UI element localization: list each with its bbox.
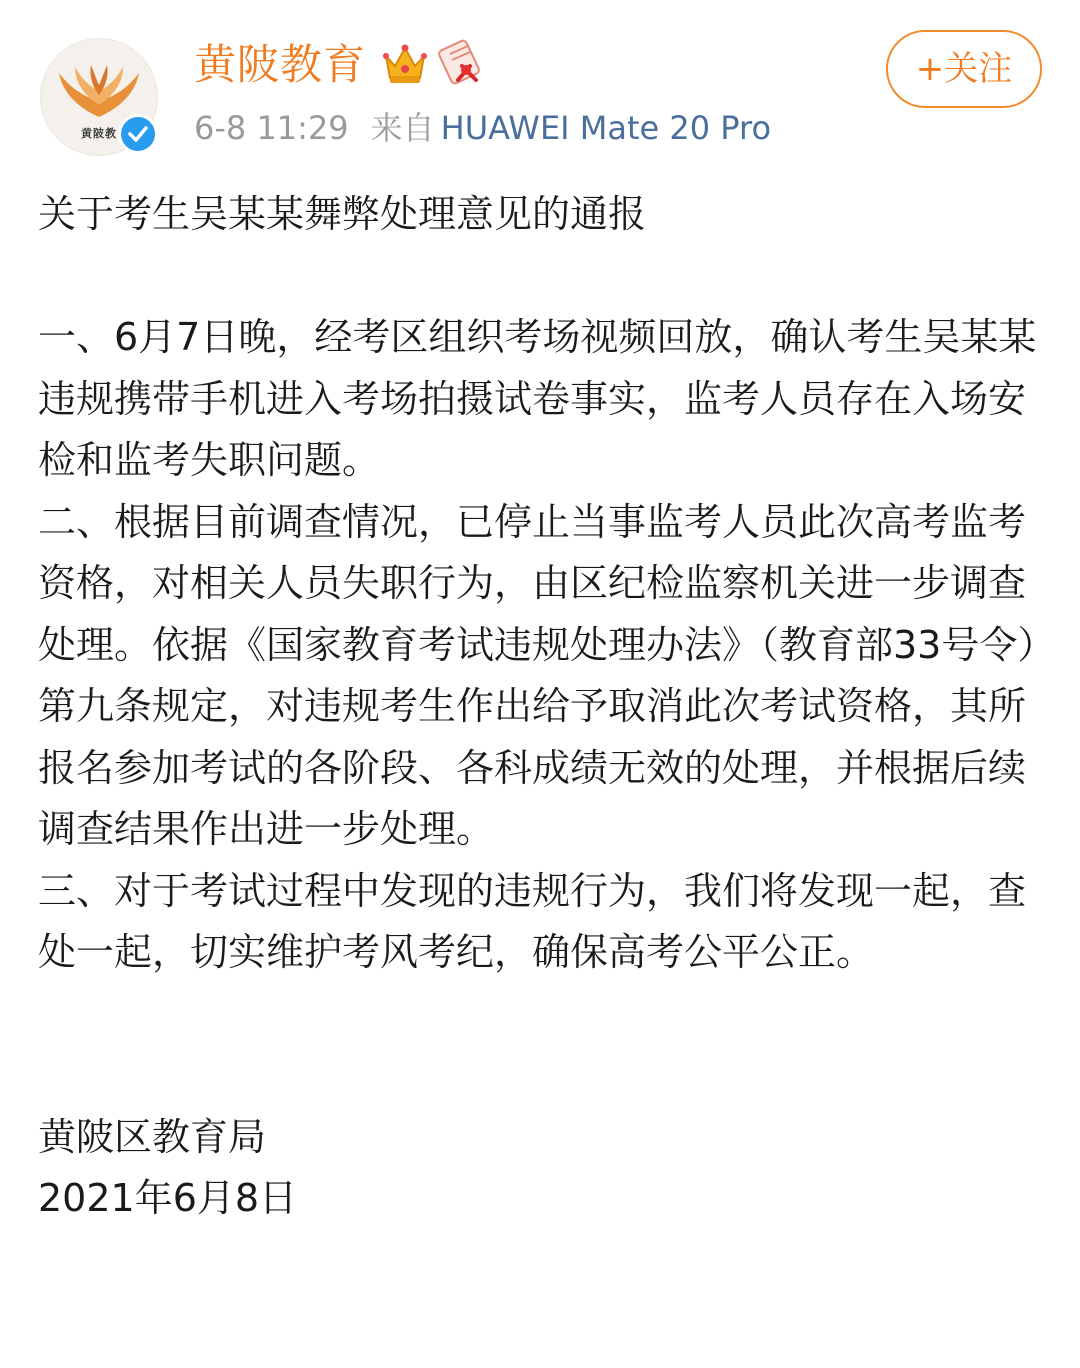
verified-icon bbox=[118, 114, 158, 154]
device-link[interactable]: HUAWEI Mate 20 Pro bbox=[440, 109, 772, 147]
post-timestamp: 6-8 11:29 bbox=[194, 109, 349, 147]
gift-icon[interactable] bbox=[436, 36, 486, 86]
post-title: 关于考生吴某某舞弊处理意见的通报 bbox=[38, 192, 647, 236]
post-meta bbox=[194, 106, 771, 150]
signature: 黄陂区教育局 bbox=[38, 1114, 267, 1159]
paragraph-1: 一、6月7日晚，经考区组织考场视频回放，确认考生吴某某违规携带手机进入考场拍摄试卷事实，监考人员存在入场安检和监考失职问题。 bbox=[38, 315, 1037, 482]
paragraph-3: 三、对于考试过程中发现的违规行为，我们将发现一起，查处一起，切实维护考风考纪，确保高考公平公正。 bbox=[38, 868, 1027, 974]
post-date: 2021年6月8日 bbox=[38, 1176, 298, 1220]
spacer bbox=[38, 984, 1038, 1107]
post-header bbox=[0, 0, 1080, 160]
source-prefix: 来自 bbox=[370, 109, 435, 147]
paragraph-2: 二、根据目前调查情况，已停止当事监考人员此次高考监考资格，对相关人员失职行为，由区纪检监察机关进一步调查处理。依据《国家教育考试违规处理办法》（教育部33号令）第九条规定，对违规考生作出给予取消此次考试资格，其所报名参加考试的各阶段、各科成绩无效的处理，并根据后续调查结果作出进一步处理。 bbox=[38, 499, 1037, 851]
spacer bbox=[38, 246, 1038, 308]
follow-button[interactable]: +关注 bbox=[886, 30, 1042, 108]
username[interactable]: 黄陂教育 bbox=[194, 40, 367, 89]
avatar-label: 黄陂教 bbox=[81, 127, 117, 140]
post-content bbox=[38, 184, 1038, 1230]
crown-icon[interactable] bbox=[382, 42, 428, 86]
